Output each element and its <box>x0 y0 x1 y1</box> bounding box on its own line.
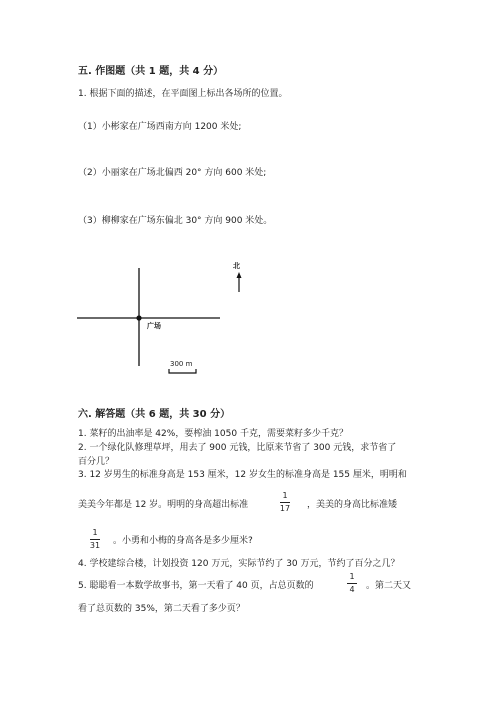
problem-3-line2-pre: 美美今年都是 12 岁。明明的身高超出标准 <box>78 500 249 510</box>
problem-4: 4. 学校建综合楼，计划投资 120 万元，实际节约了 30 万元，节约了百分之几？ <box>78 559 400 569</box>
problem-5-line2: 看了总页数的 35%，第二天看了多少页？ <box>78 604 245 614</box>
fraction-denominator: 4 <box>349 585 355 594</box>
fraction-1-17 <box>278 491 292 514</box>
fraction-1-4 <box>345 572 359 595</box>
question-1: 1. 根据下面的描述，在平面图上标出各场所的位置。 <box>78 89 288 99</box>
problem-2-line2: 百分几？ <box>78 457 115 467</box>
item-3: （3）柳柳家在广场东偏北 30° 方向 900 米处。 <box>78 216 273 226</box>
fraction-bar <box>90 539 100 540</box>
fraction-bar <box>347 583 357 584</box>
scale-bar <box>169 369 196 373</box>
problem-5-line1-post: 。第二天又 <box>366 581 412 591</box>
item-2: （2）小丽家在广场北偏西 20° 方向 600 米处; <box>78 168 267 178</box>
north-label: 北 <box>233 262 240 270</box>
fraction-denominator: 17 <box>279 504 291 513</box>
fraction-numerator: 1 <box>349 572 355 581</box>
problem-1: 1. 菜籽的出油率是 42%，要榨油 1050 千克，需要菜籽多少千克？ <box>78 429 348 439</box>
problem-3-line1: 3. 12 岁男生的标准身高是 153 厘米，12 岁女生的标准身高是 155 厘米，明明和 <box>78 470 407 480</box>
fraction-1-31 <box>88 528 102 551</box>
section5-heading: 五. 作图题（共 1 题，共 4 分） <box>78 66 224 77</box>
plaza-point <box>136 315 141 320</box>
problem-5-line1-pre: 5. 聪聪看一本数学故事书，第一天看了 40 页，占总页数的 <box>78 581 314 591</box>
fraction-numerator: 1 <box>282 491 288 500</box>
fraction-numerator: 1 <box>92 528 98 537</box>
fraction-bar <box>280 502 290 503</box>
problem-3-line3: 。小勇和小梅的身高各是多少厘米? <box>113 536 253 546</box>
scale-label: 300 m <box>170 360 193 368</box>
fraction-denominator: 31 <box>89 541 101 550</box>
problem-3-line2-post: ，美美的身高比标准矮 <box>307 500 398 510</box>
item-1: （1）小彬家在广场西南方向 1200 米处; <box>78 122 242 132</box>
north-arrowhead <box>237 272 242 278</box>
problem-2-line1: 2. 一个绿化队修理草坪，用去了 900 元钱，比原来节省了 300 元钱，求节省了 <box>78 443 397 453</box>
plaza-label: 广场 <box>147 322 161 330</box>
section6-heading: 六. 解答题（共 6 题，共 30 分） <box>78 409 231 420</box>
